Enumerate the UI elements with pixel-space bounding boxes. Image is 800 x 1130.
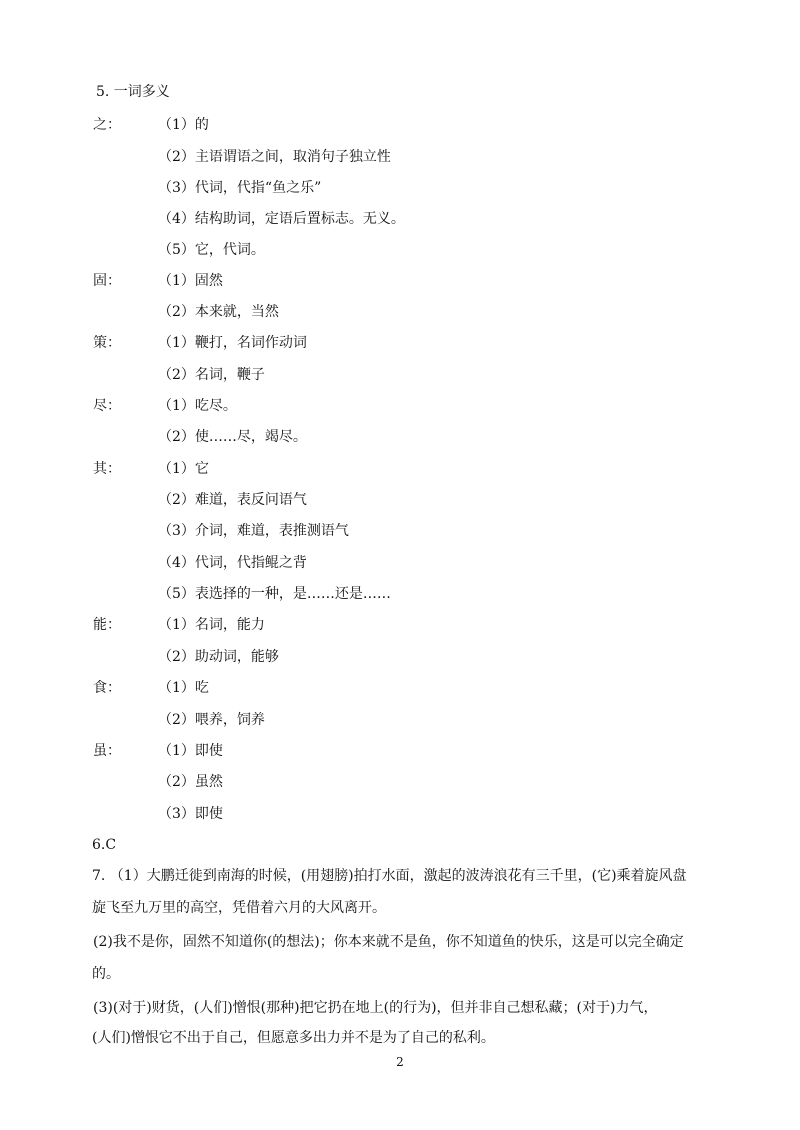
polysemy-char-jin: 尽： [93, 398, 121, 414]
polysemy-char-sui: 虽： [93, 743, 121, 759]
meaning-item: （2）助动词，能够 [158, 649, 279, 665]
meaning-item: （5）表选择的一种，是……还是…… [158, 586, 391, 602]
meaning-item: （2）使……尽，竭尽。 [158, 429, 307, 445]
page-number: 2 [396, 1055, 404, 1069]
meaning-item: （1）固然 [158, 273, 223, 289]
meaning-item: （1）它 [158, 461, 209, 477]
translation-2-line-1: (2)我不是你，固然不知道你(的想法)；你本来就不是鱼，你不知道鱼的快乐，这是可以完全确定 [93, 934, 684, 950]
translation-3-line-2: (人们)憎恨它不出于自己，但愿意多出力并不是为了自己的私利。 [92, 1030, 495, 1046]
answer-6: 6.C [92, 837, 117, 853]
translation-1-line-1: 7. （1）大鹏迁徙到南海的时候，(用翅膀)拍打水面，激起的波涛浪花有三千里，(它)乘着旋风盘 [92, 868, 687, 884]
meaning-item: （1）的 [158, 117, 209, 133]
meaning-item: （1）即使 [158, 743, 223, 759]
polysemy-char-ce: 策： [93, 335, 121, 351]
meaning-item: （1）吃尽。 [158, 398, 237, 414]
meaning-item: （2）本来就，当然 [158, 304, 279, 320]
meaning-item: （1）鞭打，名词作动词 [158, 335, 307, 351]
translation-2-line-2: 的。 [92, 966, 120, 982]
meaning-item: （3）即使 [158, 806, 223, 822]
meaning-item: （2）主语谓语之间，取消句子独立性 [158, 149, 391, 165]
translation-3-line-1: (3)(对于)财货，(人们)憎恨(那种)把它扔在地上(的行为)，但并非自己想私藏；(对于)力气， [93, 1000, 658, 1016]
meaning-item: （3）介词，难道，表推测语气 [158, 523, 349, 539]
meaning-item: （3）代词，代指“鱼之乐” [158, 180, 322, 196]
meaning-item: （2）喂养，饲养 [158, 712, 265, 728]
meaning-item: （1）吃 [158, 680, 209, 696]
meaning-item: （1）名词，能力 [158, 617, 265, 633]
polysemy-char-neng: 能： [93, 617, 121, 633]
meaning-item: （4）代词，代指鲲之背 [158, 555, 307, 571]
section-heading: 5. 一词多义 [96, 84, 170, 100]
meaning-item: （5）它，代词。 [158, 242, 265, 258]
polysemy-char-gu: 固： [93, 273, 121, 289]
polysemy-char-zhi: 之： [93, 117, 121, 133]
meaning-item: （2）难道，表反问语气 [158, 492, 307, 508]
meaning-item: （4）结构助词，定语后置标志。无义。 [158, 211, 405, 227]
meaning-item: （2）名词，鞭子 [158, 367, 265, 383]
polysemy-char-qi: 其： [93, 461, 121, 477]
polysemy-char-shi: 食： [93, 680, 121, 696]
translation-1-line-2: 旋飞至九万里的高空，凭借着六月的大风离开。 [92, 900, 386, 916]
meaning-item: （2）虽然 [158, 774, 223, 790]
